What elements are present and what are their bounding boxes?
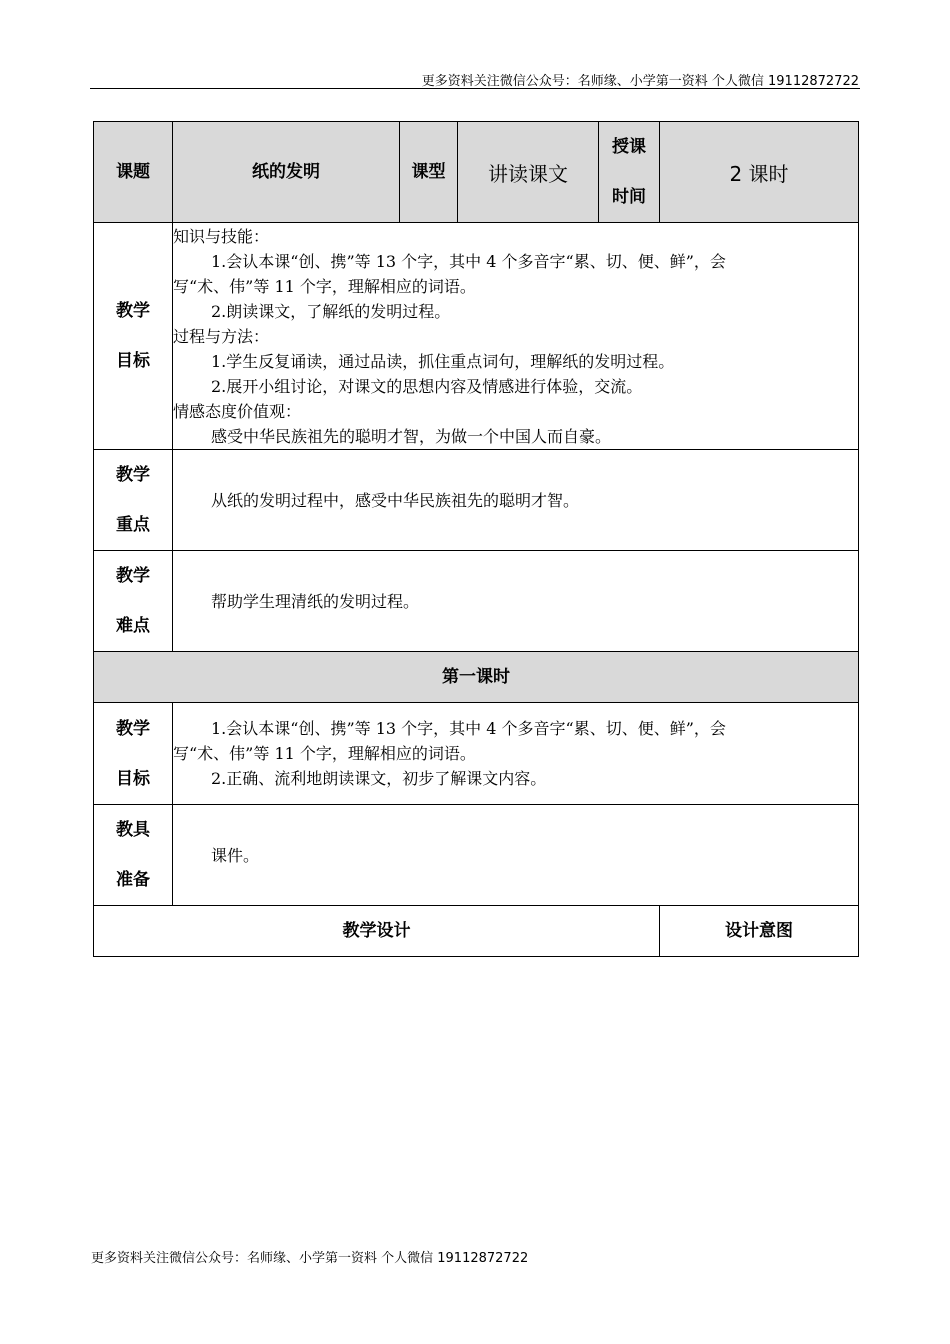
key-points-label-line-2: 重点 bbox=[116, 515, 150, 535]
lesson-info-row bbox=[94, 122, 859, 223]
design-header-row bbox=[94, 906, 859, 957]
emotion-item-1: 感受中华民族祖先的聪明才智，为做一个中国人而自豪。 bbox=[211, 426, 612, 446]
time-label bbox=[599, 122, 660, 223]
type-value: 讲读课文 bbox=[458, 122, 599, 223]
period-objectives-label-line-1: 教学 bbox=[116, 718, 150, 739]
difficulties-text: 帮助学生理清纸的发明过程。 bbox=[173, 551, 859, 652]
difficulties-row bbox=[94, 551, 859, 652]
difficulties-label-line-2: 难点 bbox=[116, 616, 150, 636]
period-objective-2: 2.正确、流利地朗读课文，初步了解课文内容。 bbox=[211, 769, 547, 788]
key-points-label-line-1: 教学 bbox=[116, 465, 150, 485]
intent-label: 设计意图 bbox=[660, 906, 859, 957]
key-points-text: 从纸的发明过程中，感受中华民族祖先的聪明才智。 bbox=[173, 450, 859, 551]
topic-label: 课题 bbox=[94, 122, 173, 223]
emotion-heading: 情感态度价值观： bbox=[173, 401, 302, 421]
tools-row bbox=[94, 805, 859, 906]
objectives-row bbox=[94, 223, 859, 450]
tools-label bbox=[94, 805, 173, 906]
design-label: 教学设计 bbox=[94, 906, 660, 957]
type-label: 课型 bbox=[400, 122, 458, 223]
key-points-row bbox=[94, 450, 859, 551]
period-objectives-content bbox=[173, 703, 859, 805]
first-period-title: 第一课时 bbox=[94, 652, 859, 703]
process-item-2: 2.展开小组讨论，对课文的思想内容及情感进行体验，交流。 bbox=[211, 376, 643, 396]
period-objective-1a: 1.会认本课“创、携”等 13 个字，其中 4 个多音字“累、切、便、鲜”，会 bbox=[211, 719, 726, 738]
knowledge-item-1a: 1.会认本课“创、携”等 13 个字，其中 4 个多音字“累、切、便、鲜”，会 bbox=[211, 251, 726, 271]
period-objective-1b: 写“术、伟”等 11 个字，理解相应的词语。 bbox=[173, 744, 476, 763]
objectives-label-line-2: 目标 bbox=[116, 351, 150, 371]
tools-label-line-1: 教具 bbox=[116, 820, 150, 840]
difficulties-label-line-1: 教学 bbox=[116, 566, 150, 586]
tools-label-line-2: 准备 bbox=[116, 870, 150, 890]
header-divider bbox=[90, 88, 860, 89]
key-points-label bbox=[94, 450, 173, 551]
knowledge-heading: 知识与技能： bbox=[173, 226, 270, 246]
period-objectives-label-line-2: 目标 bbox=[116, 768, 150, 789]
difficulties-label bbox=[94, 551, 173, 652]
tools-text: 课件。 bbox=[173, 805, 859, 906]
time-label-line-1: 授课 bbox=[612, 137, 646, 157]
objectives-label bbox=[94, 223, 173, 450]
period-objectives-label bbox=[94, 703, 173, 805]
time-label-line-2: 时间 bbox=[612, 187, 646, 207]
page-header: 更多资料关注微信公众号：名师缘、小学第一资料 个人微信 19112872722 bbox=[421, 74, 859, 89]
process-item-1: 1.学生反复诵读，通过品读，抓住重点词句，理解纸的发明过程。 bbox=[211, 351, 675, 371]
lesson-plan-table bbox=[93, 121, 859, 957]
page-footer: 更多资料关注微信公众号：名师缘、小学第一资料 个人微信 19112872722 bbox=[91, 1251, 529, 1266]
objectives-label-line-1: 教学 bbox=[116, 301, 150, 321]
period-objectives-row bbox=[94, 703, 859, 805]
knowledge-item-1b: 写“术、伟”等 11 个字，理解相应的词语。 bbox=[173, 276, 476, 296]
process-heading: 过程与方法： bbox=[173, 326, 270, 346]
time-value: 2 课时 bbox=[660, 122, 859, 223]
topic-value: 纸的发明 bbox=[173, 122, 400, 223]
knowledge-item-2: 2.朗读课文，了解纸的发明过程。 bbox=[211, 301, 451, 321]
first-period-row bbox=[94, 652, 859, 703]
objectives-content bbox=[173, 223, 859, 450]
